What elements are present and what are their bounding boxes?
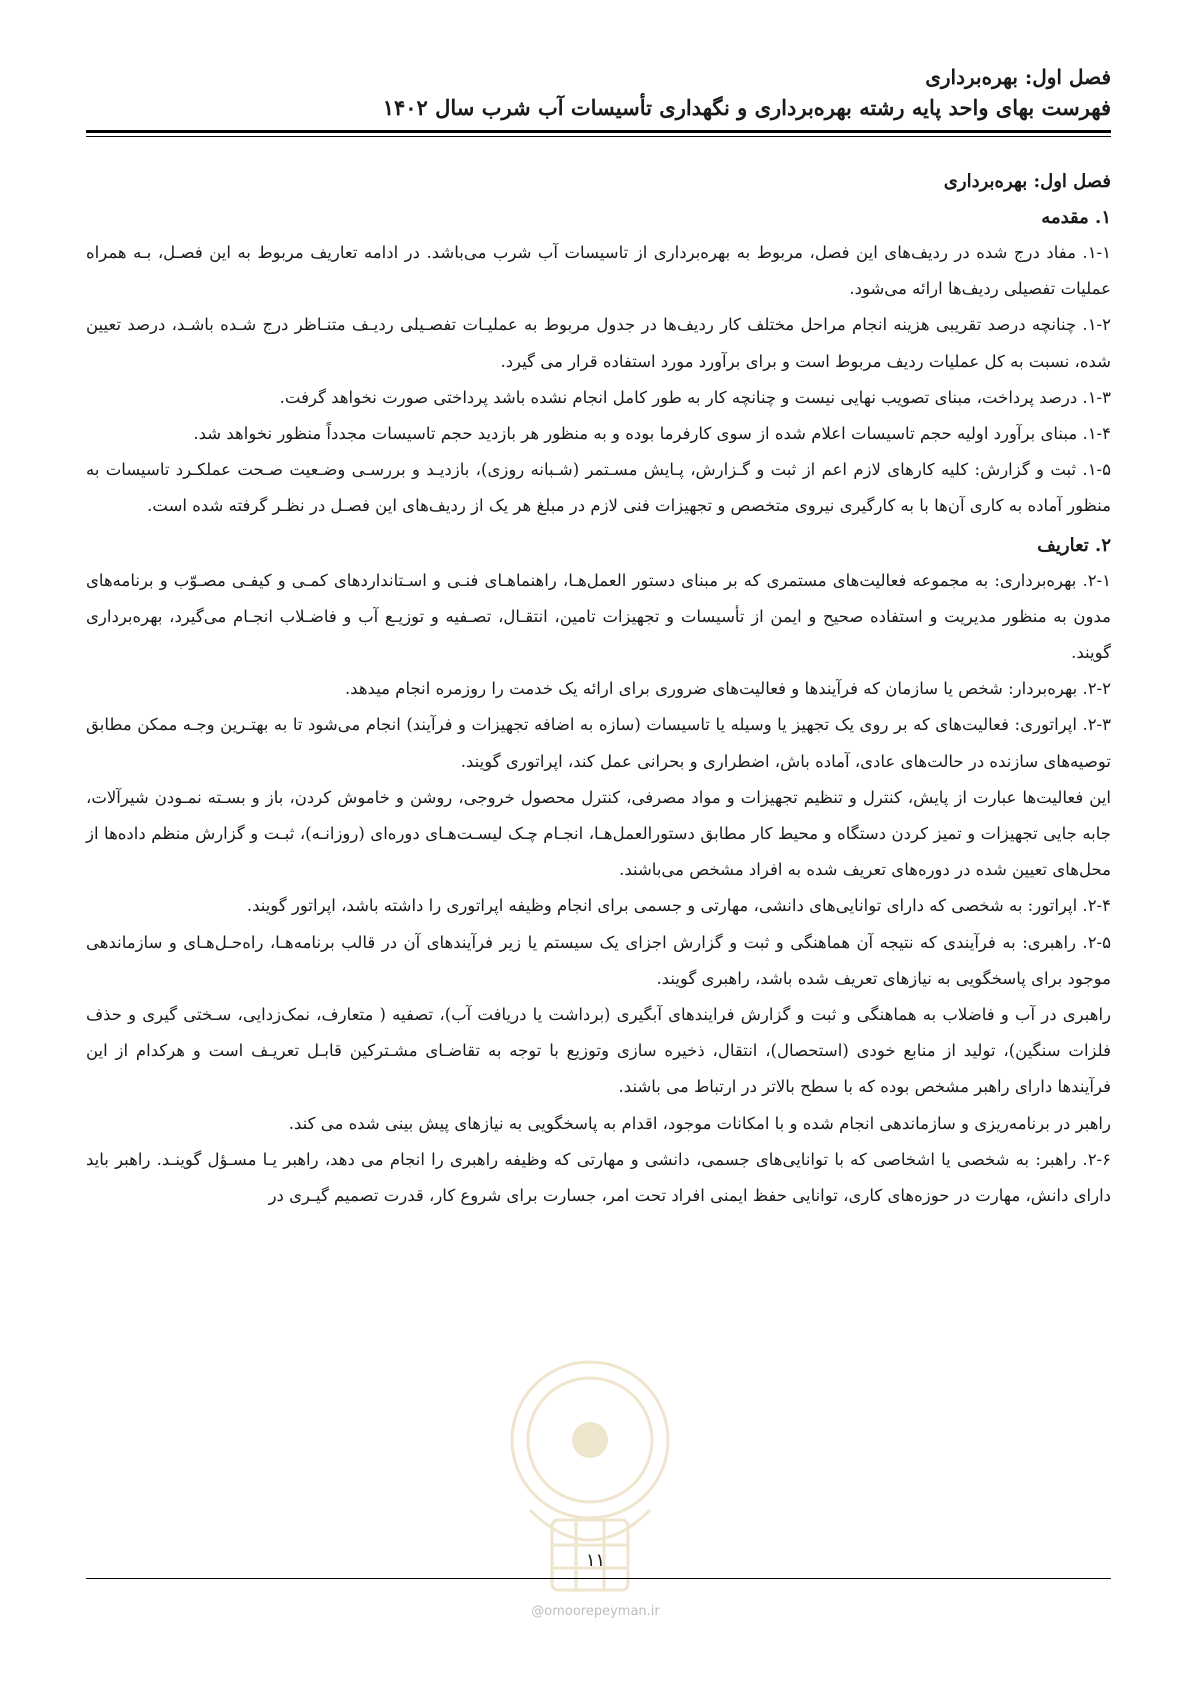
page-header [86, 62, 1111, 124]
paragraph: ۱-۲. چنانچه درصد تقریبی هزینه انجام مراحل مختلف کار ردیف‌ها در جدول مربوط به عملیـات تفصـیلی ردیـف متنـاظر درج شـده باشـد، درصد تعیین شده، نسبت به کل عملیات ردیف مربوط است و برای برآورد مورد استفاده قرار می گیرد. [86, 315, 1111, 371]
header-title: فهرست بهای واحد پایه رشته بهره‌برداری و نگهداری تأسیسات آب شرب سال ۱۴۰۲ [382, 95, 1111, 120]
document-page [86, 0, 1111, 1684]
header-rule-thin [86, 136, 1111, 137]
paragraph: ۱-۴. مبنای برآورد اولیه حجم تاسیسات اعلام شده از سوی کارفرما بوده و به منظور هر بازدید حجم تاسیسات مجدداً منظور نخواهد شد. [193, 424, 1111, 444]
page-content [86, 165, 1111, 1214]
paragraph: ۲-۴. اپراتور: به شخصی که دارای توانایی‌های دانشی، مهارتی و جسمی برای انجام وظیفه اپراتوری را داشته باشد، اپراتور گویند. [246, 896, 1111, 916]
paragraph: ۱-۵. ثبت و گزارش: کلیه کارهای لازم اعم از ثبت و گـزارش، پـایش مسـتمر (شـبانه روزی)، بازدیـد و بررسـی وضـعیت صـحت عملکـرد تاسیسات به منظور آماده به کاری آن‌ها با به کارگیری نیروی متخصص و تجهیزات فنی لازم در مبلغ هر یک از ردیف‌های این فصـل در نظـر گرفته شده است. [86, 460, 1111, 516]
paragraph: ۲-۵. راهبری: به فرآیندی که نتیجه آن هماهنگی و ثبت و گزارش اجزای یک سیستم یا زیر فرآیندهای آن در قالب برنامه‌هـا، راه‌حـل‌هـای و سازماندهی موجود برای پاسخگویی به نیازهای تعریف شده باشد، راهبری گویند. [86, 932, 1111, 988]
paragraph: ۱-۱. مفاد درج شده در ردیف‌های این فصل، مربوط به بهره‌برداری از تاسیسات آب شرب می‌باشد. در ادامه تعاریف مربوط به این فصـل، بـه همراه عملیات تفصیلی ردیف‌ها ارائه می‌شود. [86, 243, 1111, 299]
section-heading-intro: ۱. مقدمه [1041, 207, 1111, 228]
header-chapter: فصل اول: بهره‌برداری [925, 65, 1111, 89]
paragraph: ۲-۱. بهره‌برداری: به مجموعه فعالیت‌های مستمری که بر مبنای دستور العمل‌هـا، راهنماهـای فنـی و اسـتانداردهای کمـی و کیفـی مصـوّب و برنامه‌های مدون به منظور مدیریت و استفاده صحیح و ایمن از تأسیسات و تجهیزات تامین، انتقـال، تصـفیه و توزیـع آب و فاضـلاب انجـام می‌گیرد، بهره‌برداری گویند. [86, 570, 1111, 663]
paragraph: ۲-۲. بهره‌بردار: شخص یا سازمان که فرآیندها و فعالیت‌های ضروری برای ارائه یک خدمت را روزمره انجام میدهد. [344, 679, 1111, 699]
paragraph: راهبر در برنامه‌ریزی و سازماندهی انجام شده و با امکانات موجود، اقدام به پاسخگویی به نیازهای پیش بینی شده می کند. [288, 1113, 1111, 1133]
paragraph: ۲-۳. اپراتوری: فعالیت‌های که بر روی یک تجهیز یا وسیله یا تاسیسات (سازه به اضافه تجهیزات و فرآیند) انجام می‌شود تا به بهتـرین وجـه ممکن مطابق توصیه‌های سازنده در حالت‌های عادی، آماده باش، اضطراری و بحرانی عمل کند، اپراتوری گویند. [86, 715, 1111, 771]
paragraph: ۲-۶. راهبر: به شخصی یا اشخاصی که با توانایی‌های جسمی، دانشی و مهارتی که وظیفه راهبری را انجام می دهد، راهبر یـا مسـؤل گوینـد. راهبر باید دارای دانش، مهارت در حوزه‌های کاری، توانایی حفظ ایمنی افراد تحت امر، جسارت برای شروع کار، قدرت تصمیم گیـری در [86, 1149, 1111, 1206]
watermark-url: @omoorepeyman.ir [531, 1604, 660, 1619]
paragraph: راهبری در آب و فاضلاب به هماهنگی و ثبت و گزارش فرایندهای آبگیری (برداشت یا دریافت آب)، تصفیه ( متعارف، نمک‌زدایی، سـختی گیری و حذف فلزات سنگین)، تولید از منابع خودی (استحصال)، انتقال، ذخیره سازی وتوزیع با توجه به تقاضـای مشـترکین قابـل تعریـف است و هرکدام از این فرآیندها دارای راهبر مشخص بوده که با سطح بالاتر در ارتباط می باشند. [86, 1005, 1111, 1097]
page-number: ۱۱ [585, 1550, 606, 1571]
section-heading-definitions: ۲. تعاریف [1037, 534, 1111, 556]
paragraph: ۱-۳. درصد پرداخت، مبنای تصویب نهایی نیست و چنانچه کار به طور کامل انجام نشده باشد پرداختی صورت نخواهد گرفت. [279, 387, 1111, 407]
header-rule-thick [86, 130, 1111, 133]
paragraph: این فعالیت‌ها عبارت از پایش، کنترل و تنظیم تجهیزات و مواد مصرفی، کنترل محصول خروجی، روشن و خاموش کردن، باز و بسـته نمـودن شیرآلات، جابه جایی تجهیزات و تمیز کردن دستگاه و محیط کار مطابق دستورالعمل‌هـا، انجـام چـک لیسـت‌هـای دوره‌ای (روزانـه)، ثبـت و گزارش منظم داده‌ها از محل‌های تعیین شده در دوره‌های تعریف شده به افراد مشخص می‌باشند. [86, 787, 1111, 880]
chapter-heading: فصل اول: بهره‌برداری [943, 171, 1111, 192]
footer-rule [86, 1578, 1111, 1579]
